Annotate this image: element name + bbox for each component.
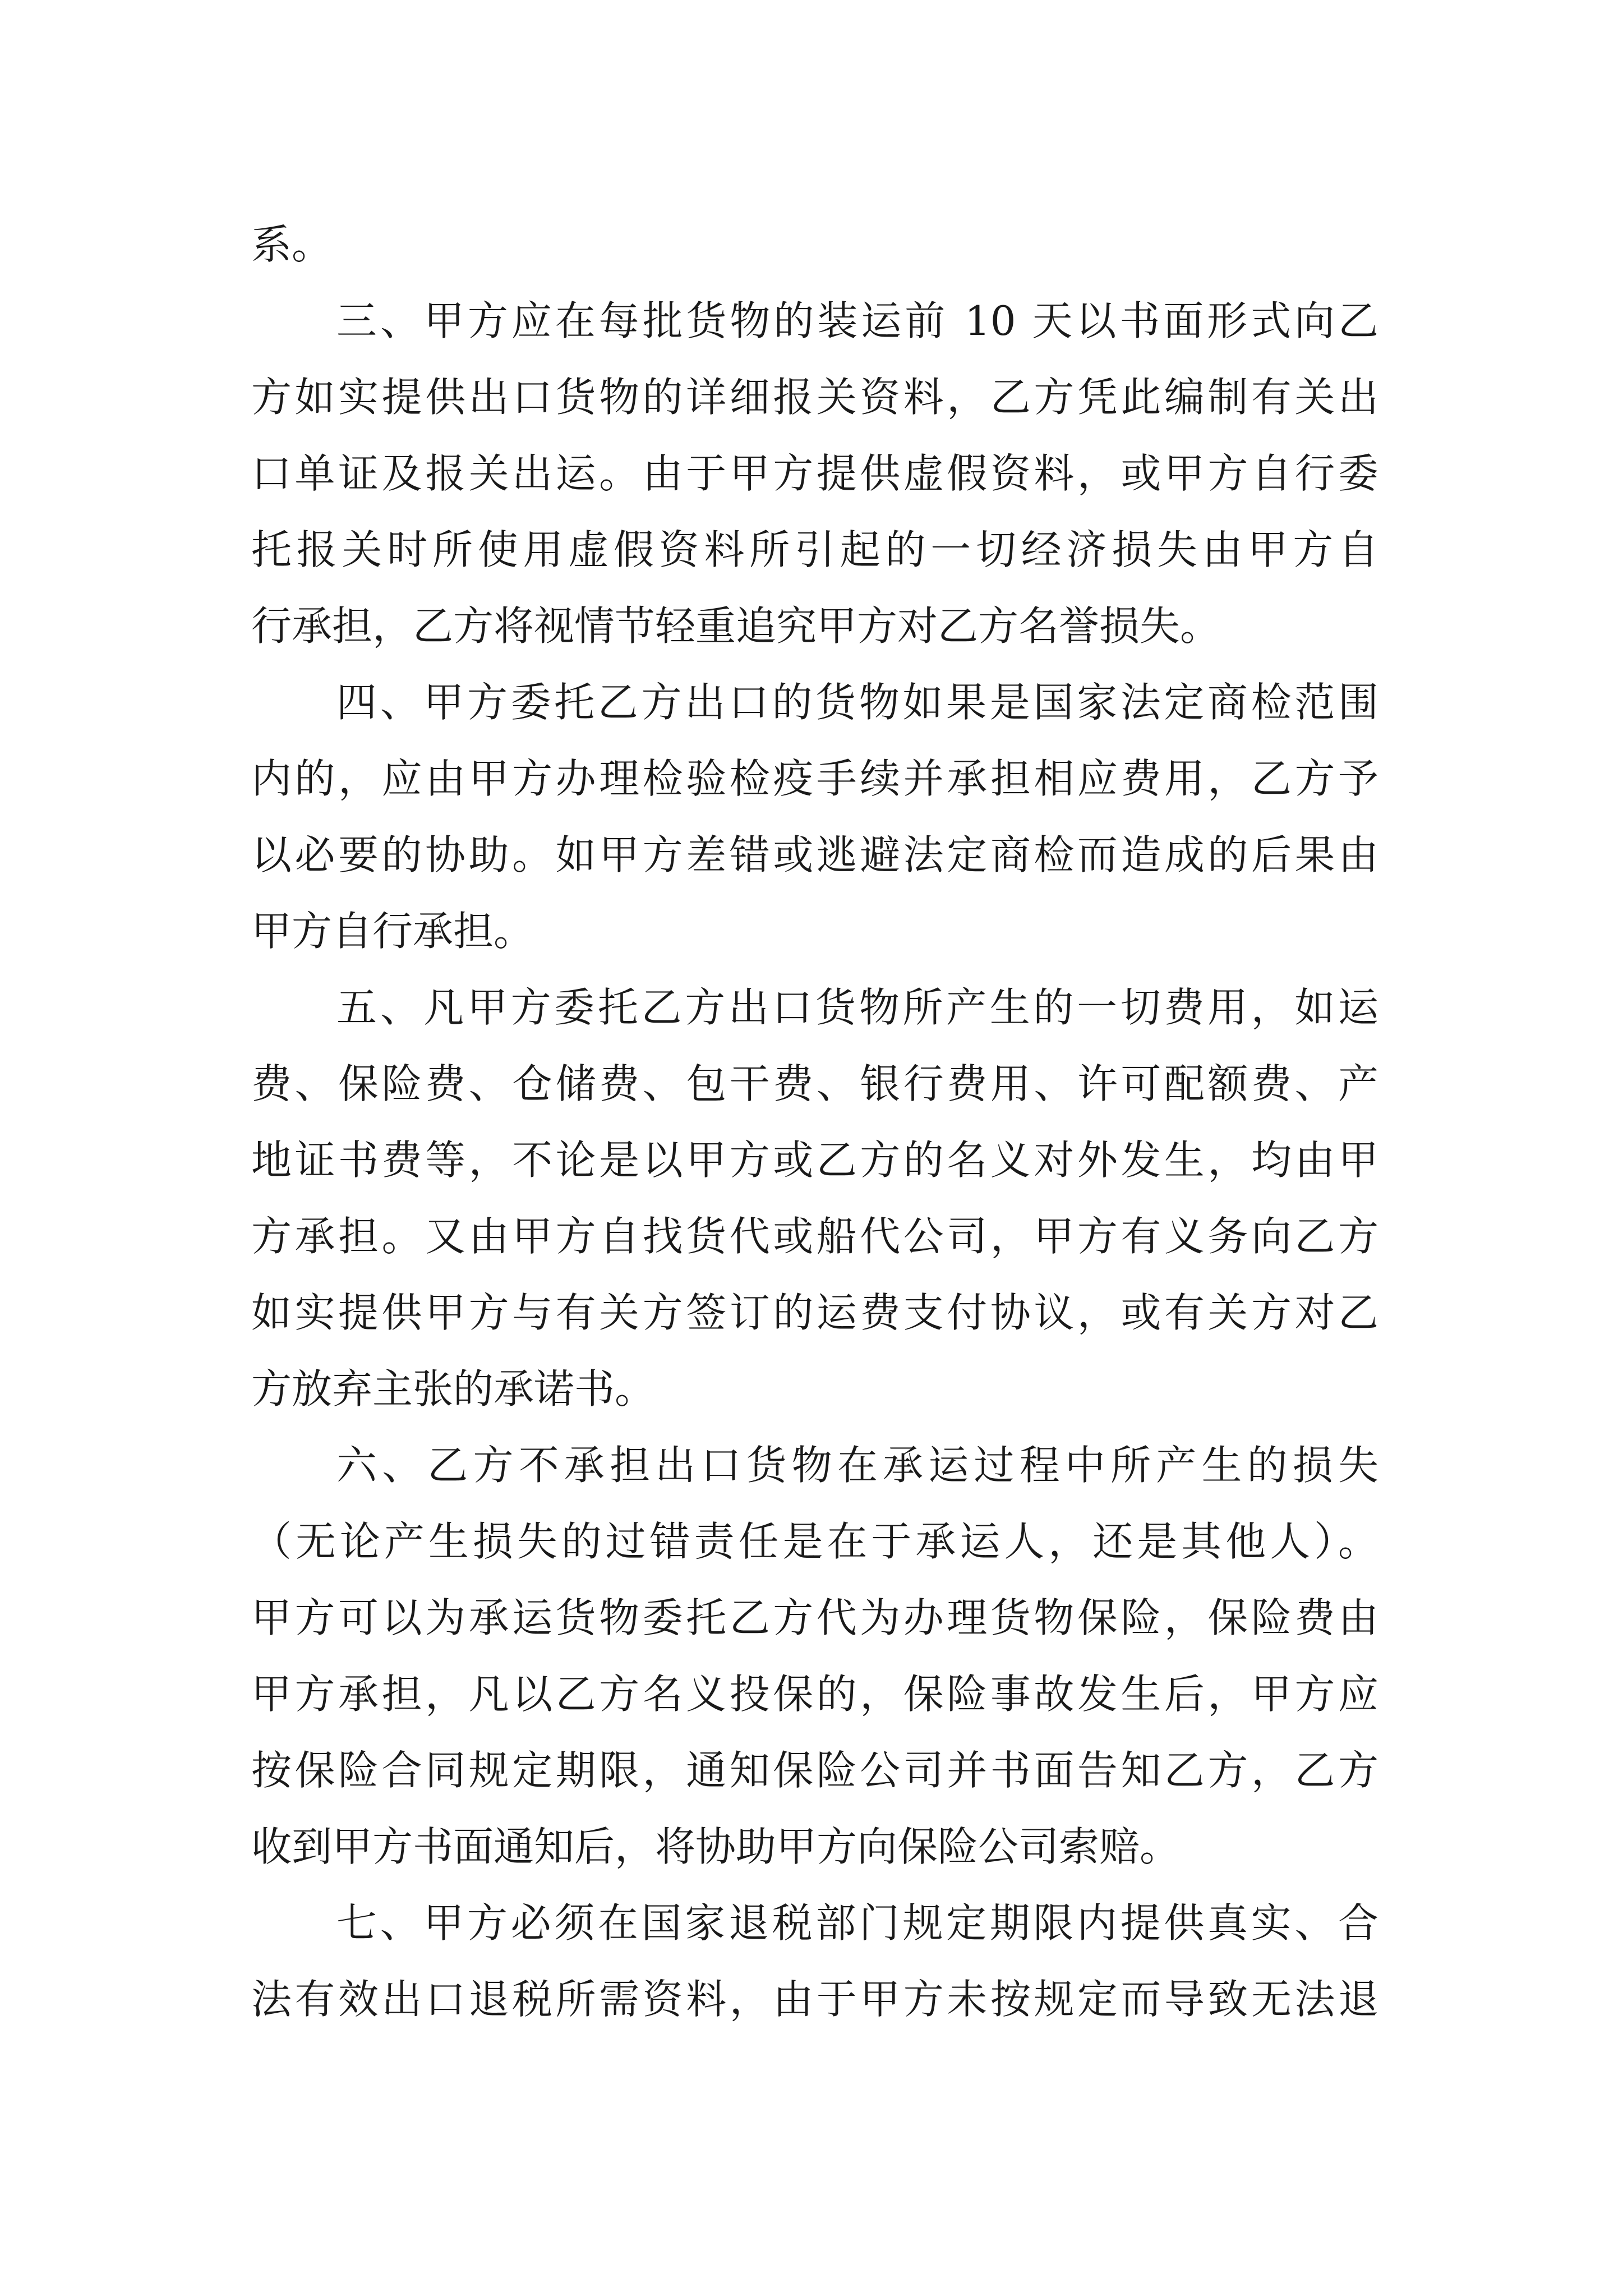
text-line: 三、甲方应在每批货物的装运前 10 天以书面形式向乙	[336, 297, 1378, 344]
paragraph-clause-7	[251, 1885, 1378, 2037]
text-line: 收到甲方书面通知后，将协助甲方向保险公司索赔。	[251, 1823, 1181, 1870]
text-line: 七、甲方必须在国家退税部门规定期限内提供真实、合	[336, 1899, 1378, 1947]
text-line: 口单证及报关出运。由于甲方提供虚假资料，或甲方自行委	[251, 450, 1378, 497]
paragraph-clause-4	[251, 664, 1378, 969]
text-line: 五、凡甲方委托乙方出口货物所产生的一切费用，如运	[336, 984, 1378, 1031]
text-line: 方如实提供出口货物的详细报关资料，乙方凭此编制有关出	[251, 374, 1378, 421]
text-line: 系。	[251, 221, 333, 268]
paragraph-clause-5	[251, 969, 1378, 1427]
text-line: 内的，应由甲方办理检验检疫手续并承担相应费用，乙方予	[251, 755, 1378, 802]
text-line: （无论产生损失的过错责任是在于承运人，还是其他人）。	[251, 1518, 1378, 1565]
text-line: 如实提供甲方与有关方签订的运费支付协议，或有关方对乙	[251, 1289, 1378, 1336]
text-line: 以必要的协助。如甲方差错或逃避法定商检而造成的后果由	[251, 831, 1378, 878]
paragraph-continuation	[251, 206, 1378, 283]
document-body	[251, 206, 1378, 2037]
text-line: 方放弃主张的承诺书。	[251, 1365, 656, 1412]
text-line: 六、乙方不承担出口货物在承运过程中所产生的损失	[336, 1442, 1378, 1489]
paragraph-clause-3	[251, 283, 1378, 664]
text-line: 甲方可以为承运货物委托乙方代为办理货物保险，保险费由	[251, 1594, 1378, 1641]
text-line: 行承担，乙方将视情节轻重追究甲方对乙方名誉损失。	[251, 602, 1221, 650]
text-line: 按保险合同规定期限，通知保险公司并书面告知乙方，乙方	[251, 1747, 1378, 1794]
text-line: 甲方承担，凡以乙方名义投保的，保险事故发生后，甲方应	[251, 1671, 1378, 1718]
text-line: 法有效出口退税所需资料，由于甲方未按规定而导致无法退	[251, 1976, 1378, 2023]
text-line: 地证书费等，不论是以甲方或乙方的名义对外发生，均由甲	[251, 1137, 1378, 1184]
text-line: 托报关时所使用虚假资料所引起的一切经济损失由甲方自	[251, 526, 1378, 573]
text-line: 四、甲方委托乙方出口的货物如果是国家法定商检范围	[336, 679, 1378, 726]
text-line: 费、保险费、仓储费、包干费、银行费用、许可配额费、产	[251, 1060, 1378, 1107]
text-line: 方承担。又由甲方自找货代或船代公司，甲方有义务向乙方	[251, 1213, 1378, 1260]
paragraph-clause-6	[251, 1427, 1378, 1885]
text-line: 甲方自行承担。	[251, 908, 534, 955]
